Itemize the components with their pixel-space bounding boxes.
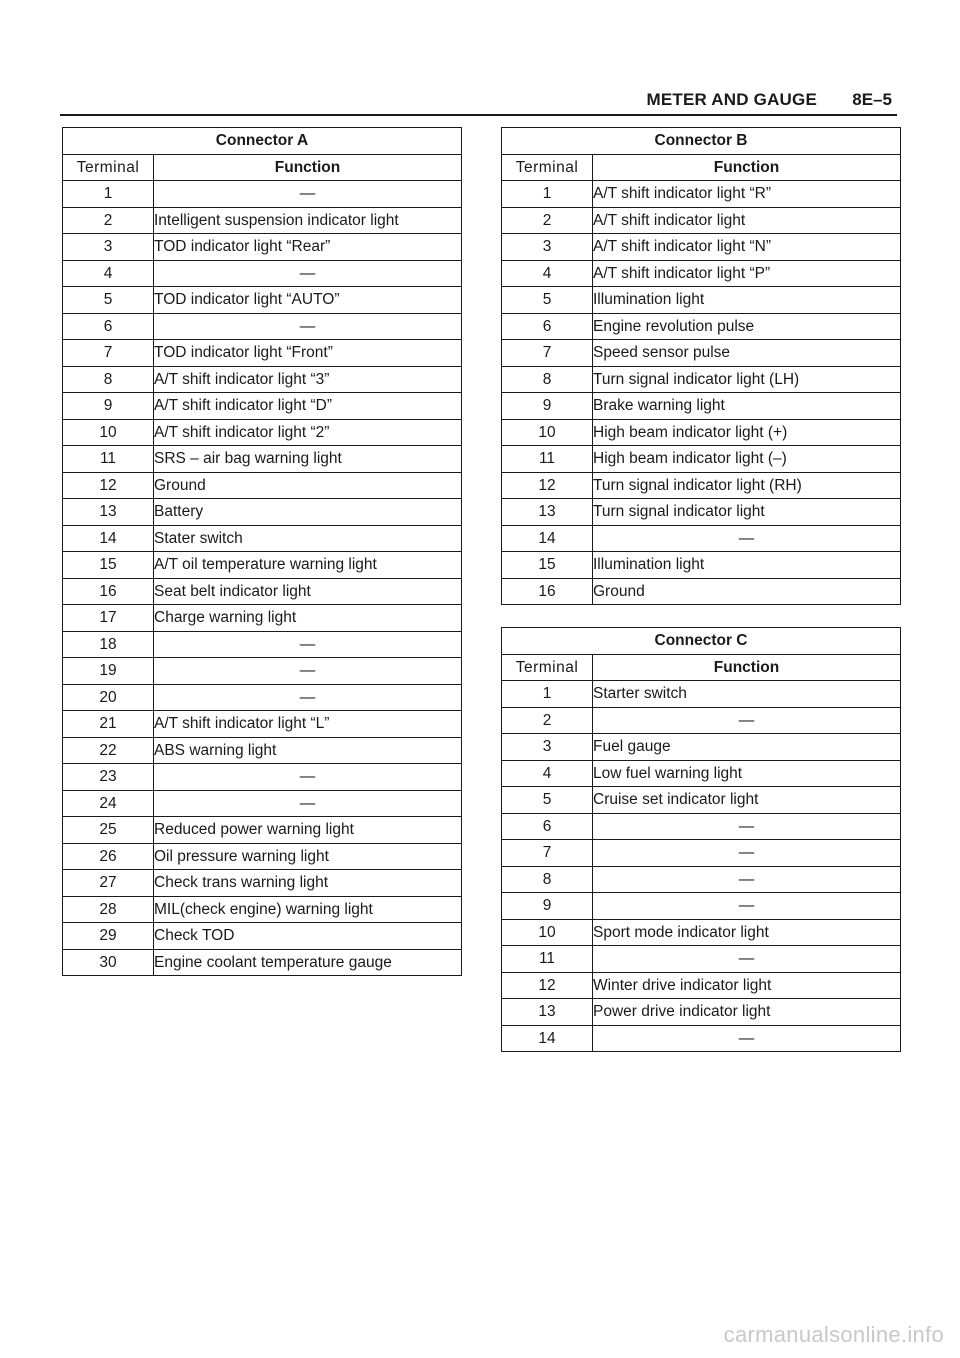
terminal-cell: 11 xyxy=(502,946,593,973)
function-cell: High beam indicator light (–) xyxy=(593,446,901,473)
table-row xyxy=(63,658,462,685)
terminal-cell: 3 xyxy=(502,234,593,261)
function-cell: A/T shift indicator light “N” xyxy=(593,234,901,261)
table-row xyxy=(63,605,462,632)
table-row xyxy=(502,499,901,526)
function-cell: Check TOD xyxy=(154,923,462,950)
terminal-cell: 9 xyxy=(502,393,593,420)
function-cell: A/T shift indicator light xyxy=(593,207,901,234)
function-cell: Check trans warning light xyxy=(154,870,462,897)
table-row xyxy=(502,813,901,840)
function-cell: A/T shift indicator light “D” xyxy=(154,393,462,420)
function-cell: A/T shift indicator light “2” xyxy=(154,419,462,446)
terminal-cell: 11 xyxy=(63,446,154,473)
table-body xyxy=(502,681,901,1052)
table-row xyxy=(502,999,901,1026)
function-cell: — xyxy=(154,658,462,685)
function-cell: — xyxy=(593,813,901,840)
table-caption: Connector B xyxy=(502,128,901,155)
table-row xyxy=(63,949,462,976)
terminal-cell: 8 xyxy=(502,366,593,393)
function-cell: — xyxy=(154,313,462,340)
terminal-cell: 5 xyxy=(502,287,593,314)
table-row xyxy=(502,393,901,420)
terminal-cell: 27 xyxy=(63,870,154,897)
table-row xyxy=(63,499,462,526)
function-cell: SRS – air bag warning light xyxy=(154,446,462,473)
table-row xyxy=(63,764,462,791)
table-row xyxy=(63,578,462,605)
terminal-cell: 4 xyxy=(63,260,154,287)
function-cell: High beam indicator light (+) xyxy=(593,419,901,446)
terminal-cell: 9 xyxy=(502,893,593,920)
page-number: 8E–5 xyxy=(852,90,892,109)
table-row xyxy=(502,734,901,761)
terminal-cell: 21 xyxy=(63,711,154,738)
connector-c-table xyxy=(501,627,901,1052)
terminal-cell: 6 xyxy=(63,313,154,340)
terminal-cell: 17 xyxy=(63,605,154,632)
terminal-cell: 24 xyxy=(63,790,154,817)
table-row xyxy=(63,207,462,234)
terminal-cell: 1 xyxy=(63,181,154,208)
function-cell: — xyxy=(154,181,462,208)
terminal-cell: 25 xyxy=(63,817,154,844)
table-row xyxy=(63,393,462,420)
table-row xyxy=(63,896,462,923)
table-row xyxy=(502,313,901,340)
table-body xyxy=(502,181,901,605)
function-cell: TOD indicator light “Rear” xyxy=(154,234,462,261)
function-cell: Low fuel warning light xyxy=(593,760,901,787)
table-row xyxy=(502,707,901,734)
function-cell: Turn signal indicator light xyxy=(593,499,901,526)
terminal-cell: 3 xyxy=(63,234,154,261)
terminal-cell: 16 xyxy=(502,578,593,605)
function-cell: — xyxy=(593,707,901,734)
table-row xyxy=(502,552,901,579)
table-row xyxy=(502,840,901,867)
terminal-cell: 6 xyxy=(502,313,593,340)
terminal-cell: 1 xyxy=(502,181,593,208)
terminal-cell: 4 xyxy=(502,760,593,787)
terminal-cell: 13 xyxy=(502,499,593,526)
terminal-cell: 16 xyxy=(63,578,154,605)
function-cell: Stater switch xyxy=(154,525,462,552)
function-cell: A/T shift indicator light “3” xyxy=(154,366,462,393)
terminal-cell: 6 xyxy=(502,813,593,840)
function-cell: Winter drive indicator light xyxy=(593,972,901,999)
function-cell: Engine coolant temperature gauge xyxy=(154,949,462,976)
table-row xyxy=(502,919,901,946)
function-cell: A/T shift indicator light “P” xyxy=(593,260,901,287)
table-row xyxy=(502,787,901,814)
column-header-function: Function xyxy=(593,654,901,681)
function-cell: — xyxy=(593,525,901,552)
table-body xyxy=(63,181,462,976)
function-cell: — xyxy=(154,764,462,791)
function-cell: Fuel gauge xyxy=(593,734,901,761)
function-cell: — xyxy=(593,1025,901,1052)
table-row xyxy=(502,181,901,208)
table-row xyxy=(63,260,462,287)
table-row xyxy=(502,972,901,999)
table-row xyxy=(502,207,901,234)
function-cell: Illumination light xyxy=(593,287,901,314)
column-header-terminal: Terminal xyxy=(502,154,593,181)
terminal-cell: 19 xyxy=(63,658,154,685)
function-cell: Ground xyxy=(154,472,462,499)
function-cell: — xyxy=(593,866,901,893)
function-cell: ABS warning light xyxy=(154,737,462,764)
function-cell: Power drive indicator light xyxy=(593,999,901,1026)
terminal-cell: 30 xyxy=(63,949,154,976)
function-cell: Brake warning light xyxy=(593,393,901,420)
function-cell: Cruise set indicator light xyxy=(593,787,901,814)
table-row xyxy=(502,260,901,287)
table-row xyxy=(63,313,462,340)
table-row xyxy=(63,790,462,817)
table-row xyxy=(63,340,462,367)
terminal-cell: 26 xyxy=(63,843,154,870)
table-row xyxy=(502,234,901,261)
function-cell: TOD indicator light “Front” xyxy=(154,340,462,367)
table-row xyxy=(502,893,901,920)
terminal-cell: 12 xyxy=(502,972,593,999)
terminal-cell: 4 xyxy=(502,260,593,287)
table-row xyxy=(502,681,901,708)
section-title: METER AND GAUGE xyxy=(646,90,817,109)
terminal-cell: 13 xyxy=(63,499,154,526)
terminal-cell: 15 xyxy=(502,552,593,579)
table-caption: Connector C xyxy=(502,628,901,655)
column-header-function: Function xyxy=(593,154,901,181)
function-cell: — xyxy=(154,260,462,287)
table-row xyxy=(63,552,462,579)
table-row xyxy=(502,340,901,367)
function-cell: A/T shift indicator light “L” xyxy=(154,711,462,738)
table-row xyxy=(63,843,462,870)
terminal-cell: 12 xyxy=(63,472,154,499)
table-row xyxy=(63,472,462,499)
function-cell: Illumination light xyxy=(593,552,901,579)
function-cell: — xyxy=(154,684,462,711)
connector-a-table xyxy=(62,127,462,976)
column-header-function: Function xyxy=(154,154,462,181)
terminal-cell: 15 xyxy=(63,552,154,579)
table-row xyxy=(502,419,901,446)
terminal-cell: 22 xyxy=(63,737,154,764)
terminal-cell: 29 xyxy=(63,923,154,950)
table-row xyxy=(63,446,462,473)
function-cell: Starter switch xyxy=(593,681,901,708)
terminal-cell: 18 xyxy=(63,631,154,658)
terminal-cell: 13 xyxy=(502,999,593,1026)
terminal-cell: 2 xyxy=(502,707,593,734)
table-row xyxy=(63,234,462,261)
table-row xyxy=(502,446,901,473)
table-caption: Connector A xyxy=(63,128,462,155)
function-cell: A/T oil temperature warning light xyxy=(154,552,462,579)
table-row xyxy=(502,760,901,787)
terminal-cell: 12 xyxy=(502,472,593,499)
function-cell: — xyxy=(593,893,901,920)
terminal-cell: 2 xyxy=(63,207,154,234)
table-row xyxy=(63,525,462,552)
terminal-cell: 2 xyxy=(502,207,593,234)
terminal-cell: 10 xyxy=(502,419,593,446)
function-cell: — xyxy=(154,631,462,658)
table-row xyxy=(502,946,901,973)
table-row xyxy=(502,1025,901,1052)
function-cell: Reduced power warning light xyxy=(154,817,462,844)
function-cell: A/T shift indicator light “R” xyxy=(593,181,901,208)
function-cell: — xyxy=(593,946,901,973)
function-cell: Turn signal indicator light (RH) xyxy=(593,472,901,499)
table-row xyxy=(63,870,462,897)
table-row xyxy=(502,578,901,605)
table-row xyxy=(502,366,901,393)
function-cell: Charge warning light xyxy=(154,605,462,632)
function-cell: MIL(check engine) warning light xyxy=(154,896,462,923)
terminal-cell: 14 xyxy=(502,1025,593,1052)
page-header xyxy=(60,88,897,116)
terminal-cell: 14 xyxy=(502,525,593,552)
table-row xyxy=(63,711,462,738)
terminal-cell: 11 xyxy=(502,446,593,473)
function-cell: Intelligent suspension indicator light xyxy=(154,207,462,234)
terminal-cell: 5 xyxy=(502,787,593,814)
table-row xyxy=(63,923,462,950)
terminal-cell: 8 xyxy=(63,366,154,393)
function-cell: TOD indicator light “AUTO” xyxy=(154,287,462,314)
watermark: carmanualsonline.info xyxy=(723,1322,944,1347)
terminal-cell: 5 xyxy=(63,287,154,314)
function-cell: Oil pressure warning light xyxy=(154,843,462,870)
table-row xyxy=(63,287,462,314)
table-row xyxy=(63,366,462,393)
terminal-cell: 10 xyxy=(63,419,154,446)
table-row xyxy=(63,419,462,446)
table-row xyxy=(63,817,462,844)
table-row xyxy=(502,287,901,314)
table-row xyxy=(63,181,462,208)
terminal-cell: 7 xyxy=(502,840,593,867)
function-cell: — xyxy=(593,840,901,867)
function-cell: Speed sensor pulse xyxy=(593,340,901,367)
table-row xyxy=(502,472,901,499)
function-cell: Engine revolution pulse xyxy=(593,313,901,340)
table-row xyxy=(63,631,462,658)
column-header-terminal: Terminal xyxy=(502,654,593,681)
function-cell: Sport mode indicator light xyxy=(593,919,901,946)
terminal-cell: 28 xyxy=(63,896,154,923)
terminal-cell: 3 xyxy=(502,734,593,761)
terminal-cell: 1 xyxy=(502,681,593,708)
function-cell: Turn signal indicator light (LH) xyxy=(593,366,901,393)
terminal-cell: 10 xyxy=(502,919,593,946)
terminal-cell: 8 xyxy=(502,866,593,893)
connector-b-table xyxy=(501,127,901,605)
terminal-cell: 20 xyxy=(63,684,154,711)
function-cell: Battery xyxy=(154,499,462,526)
table-row xyxy=(63,737,462,764)
table-row xyxy=(63,684,462,711)
terminal-cell: 7 xyxy=(502,340,593,367)
terminal-cell: 14 xyxy=(63,525,154,552)
function-cell: Seat belt indicator light xyxy=(154,578,462,605)
terminal-cell: 23 xyxy=(63,764,154,791)
function-cell: Ground xyxy=(593,578,901,605)
terminal-cell: 9 xyxy=(63,393,154,420)
table-row xyxy=(502,525,901,552)
function-cell: — xyxy=(154,790,462,817)
terminal-cell: 7 xyxy=(63,340,154,367)
table-row xyxy=(502,866,901,893)
column-header-terminal: Terminal xyxy=(63,154,154,181)
